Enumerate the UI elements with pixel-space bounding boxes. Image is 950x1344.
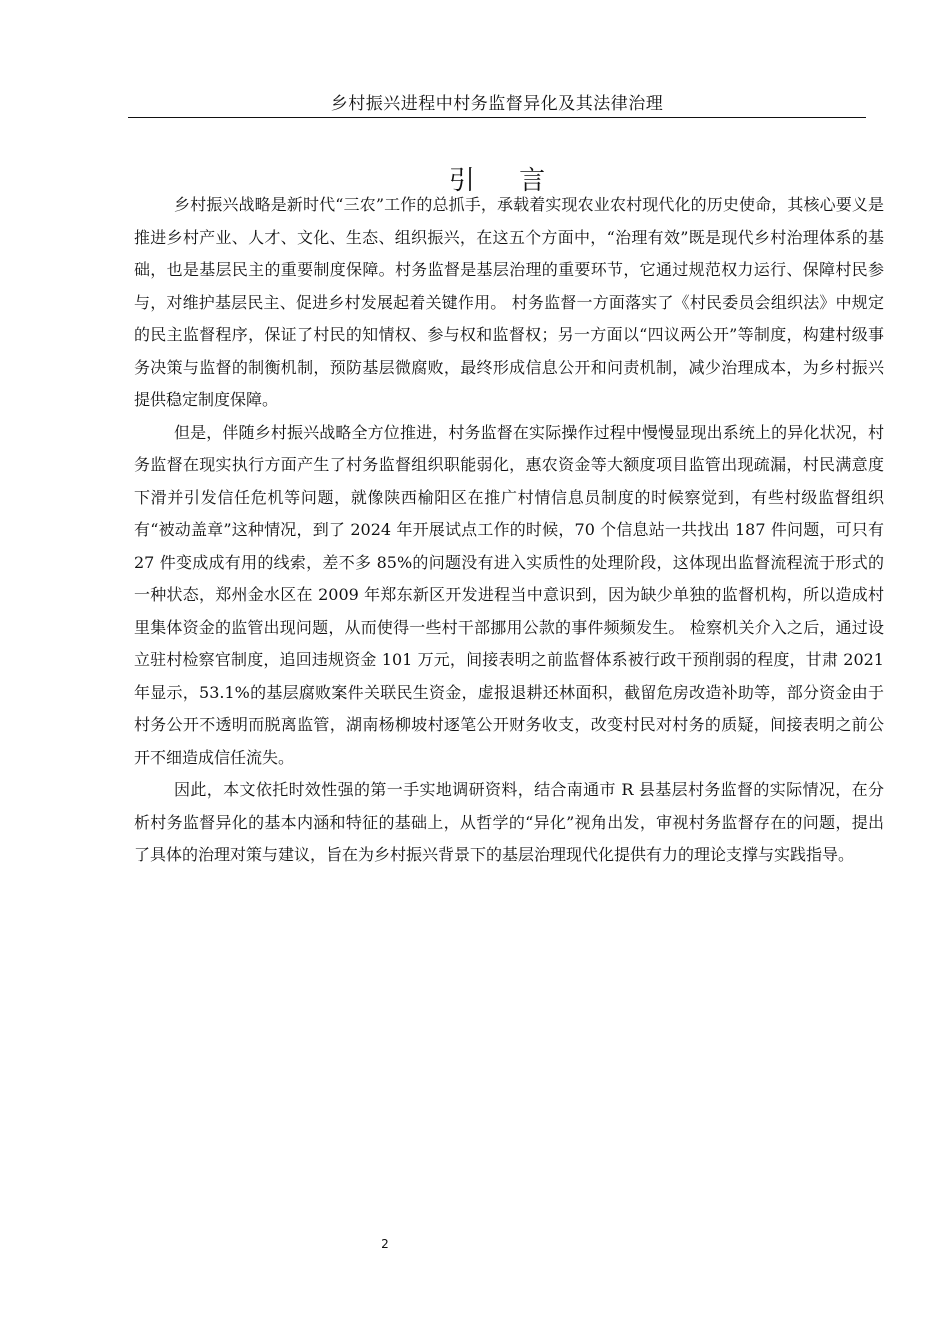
- page-number: 2: [381, 1237, 389, 1251]
- paragraph: 因此，本文依托时效性强的第一手实地调研资料，结合南通市 R 县基层村务监督的实际情况，在分析村务监督异化的基本内涵和特征的基础上，从哲学的“异化”视角出发，审视村务监督存在的问题，提出了具体的治理对策与建议，旨在为乡村振兴背景下的基层治理现代化提供有力的理论支撑与实践指导。: [134, 780, 884, 864]
- body-text: [134, 170, 884, 872]
- section-title: 引 言: [448, 166, 564, 197]
- paragraph: 乡村振兴战略是新时代“三农”工作的总抓手，承载着实现农业农村现代化的历史使命，其核心要义是推进乡村产业、人才、文化、生态、组织振兴，在这五个方面中，“治理有效”既是现代乡村治理体系的基础，也是基层民主的重要制度保障。村务监督是基层治理的重要环节，它通过规范权力运行、保障村民参与，对维护基层民主、促进乡村发展起着关键作用。 村务监督一方面落实了《村民委员会组织法》中规定的民主监督程序，保证了村民的知情权、参与权和监督权；另一方面以“四议两公开”等制度，构建村级事务决策与监督的制衡机制，预防基层微腐败，最终形成信息公开和问责机制，减少治理成本，为乡村振兴提供稳定制度保障。: [134, 195, 884, 409]
- header-rule: [128, 117, 866, 118]
- paragraph: 但是，伴随乡村振兴战略全方位推进，村务监督在实际操作过程中慢慢显现出系统上的异化状况，村务监督在现实执行方面产生了村务监督组织职能弱化，惠农资金等大额度项目监管出现疏漏，村民满意度下滑并引发信任危机等问题，就像陕西榆阳区在推广村情信息员制度的时候察觉到，有些村级监督组织有“被动盖章”这种情况，到了 2024 年开展试点工作的时候，70 个信息站一共找出 187 件问题，可只有 27 件变成成有用的线索，差不多 85%的问题没有进入实质性的处理阶段，这体现出监督流程流于形式的一种状态，郑州金水区在 2009 年郑东新区开发进程当中意识到，因为缺少单独的监督机构，所以造成村里集体资金的监管出现问题，从而使得一些村干部挪用公款的事件频频发生。 检察机关介入之后，通过设立驻村检察官制度，追回违规资金 101 万元，间接表明之前监督体系被行政干预削弱的程度，甘肃 2021 年显示，53.1%的基层腐败案件关联民生资金，虚报退耕还林面积，截留危房改造补助等，部分资金由于村务公开不透明而脱离监管，湖南杨柳坡村逐笔公开财务收支，改变村民对村务的质疑，间接表明之前公开不细造成信任流失。: [134, 422, 884, 767]
- running-header-title: 乡村振兴进程中村务监督异化及其法律治理: [330, 94, 664, 114]
